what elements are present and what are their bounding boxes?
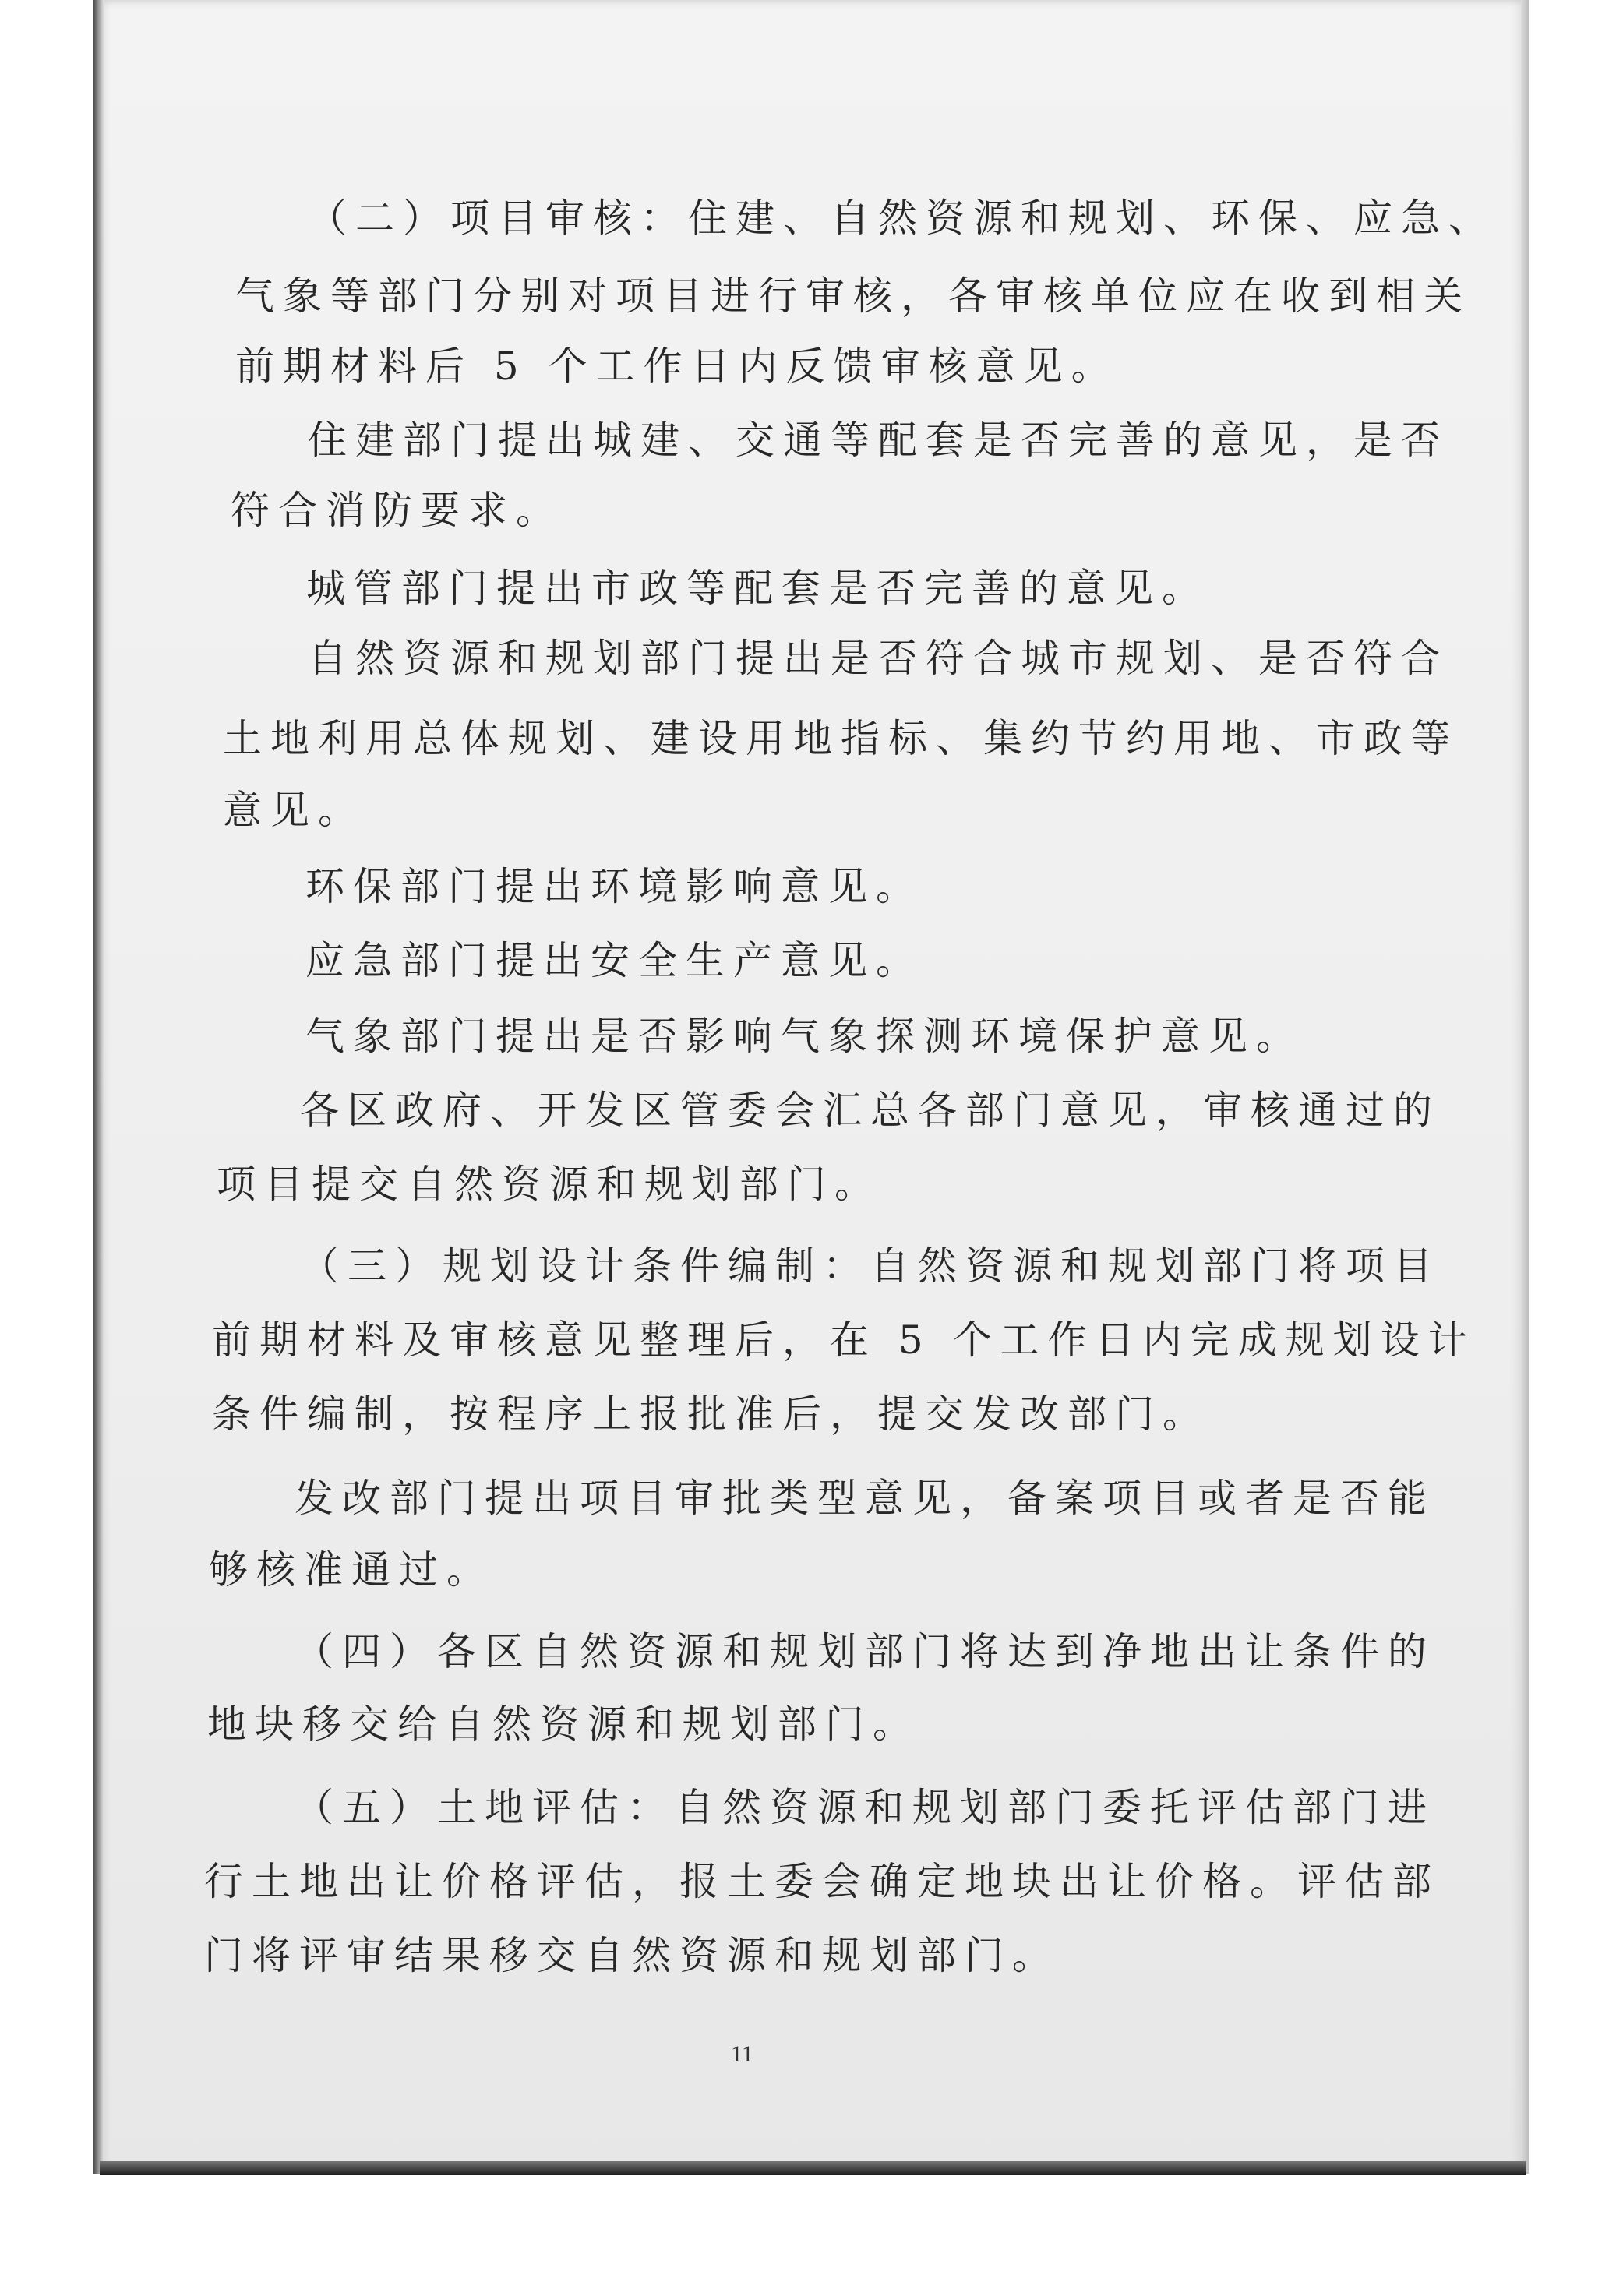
text-line: 气象部门提出是否影响气象探测环境保护意见。 (305, 1014, 1304, 1059)
text-line: 城管部门提出市政等配套是否完善的意见。 (306, 566, 1209, 611)
text-line: （三）规划设计条件编制：自然资源和规划部门将项目 (300, 1243, 1441, 1289)
text-line: （五）土地评估：自然资源和规划部门委托评估部门进 (295, 1785, 1435, 1830)
text-line: 符合消防要求。 (231, 488, 563, 533)
page-number: 11 (731, 2041, 753, 2067)
text-line: 应急部门提出安全生产意见。 (305, 938, 923, 983)
text-line: 门将评审结果移交自然资源和规划部门。 (204, 1933, 1060, 1978)
bottom-page-edge (100, 2161, 1526, 2175)
text-line: （二）项目审核：住建、自然资源和规划、环保、应急、 (308, 196, 1496, 241)
text-line: 发改部门提出项目审批类型意见，备案项目或者是否能 (295, 1476, 1435, 1521)
text-line: 前期材料及审核意见整理后，在 5 个工作日内完成规划设计 (212, 1317, 1476, 1363)
left-page-edge (93, 0, 104, 2174)
text-line: 条件编制，按程序上报批准后，提交发改部门。 (212, 1391, 1210, 1437)
text-line: 自然资源和规划部门提出是否符合城市规划、是否符合 (308, 636, 1448, 681)
text-line: 气象等部门分别对项目进行审核，各审核单位应在收到相关 (235, 273, 1471, 319)
text-line: 项目提交自然资源和规划部门。 (217, 1162, 882, 1207)
text-line: 地块移交给自然资源和规划部门。 (207, 1702, 920, 1747)
right-page-edge (1521, 0, 1529, 2174)
text-line: 够核准通过。 (209, 1547, 494, 1592)
text-line: 各区政府、开发区管委会汇总各部门意见，审核通过的 (300, 1088, 1441, 1133)
text-line: 环保部门提出环境影响意见。 (305, 864, 923, 909)
text-line: 土地利用总体规划、建设用地指标、集约节约用地、市政等 (223, 716, 1459, 761)
text-line: 前期材料后 5 个工作日内反馈审核意见。 (235, 344, 1119, 389)
text-line: 意见。 (223, 788, 365, 833)
text-line: 住建部门提出城建、交通等配套是否完善的意见，是否 (308, 418, 1448, 463)
text-line: （四）各区自然资源和规划部门将达到净地出让条件的 (295, 1629, 1435, 1674)
text-line: 行土地出让价格评估，报土委会确定地块出让价格。评估部 (204, 1859, 1440, 1904)
